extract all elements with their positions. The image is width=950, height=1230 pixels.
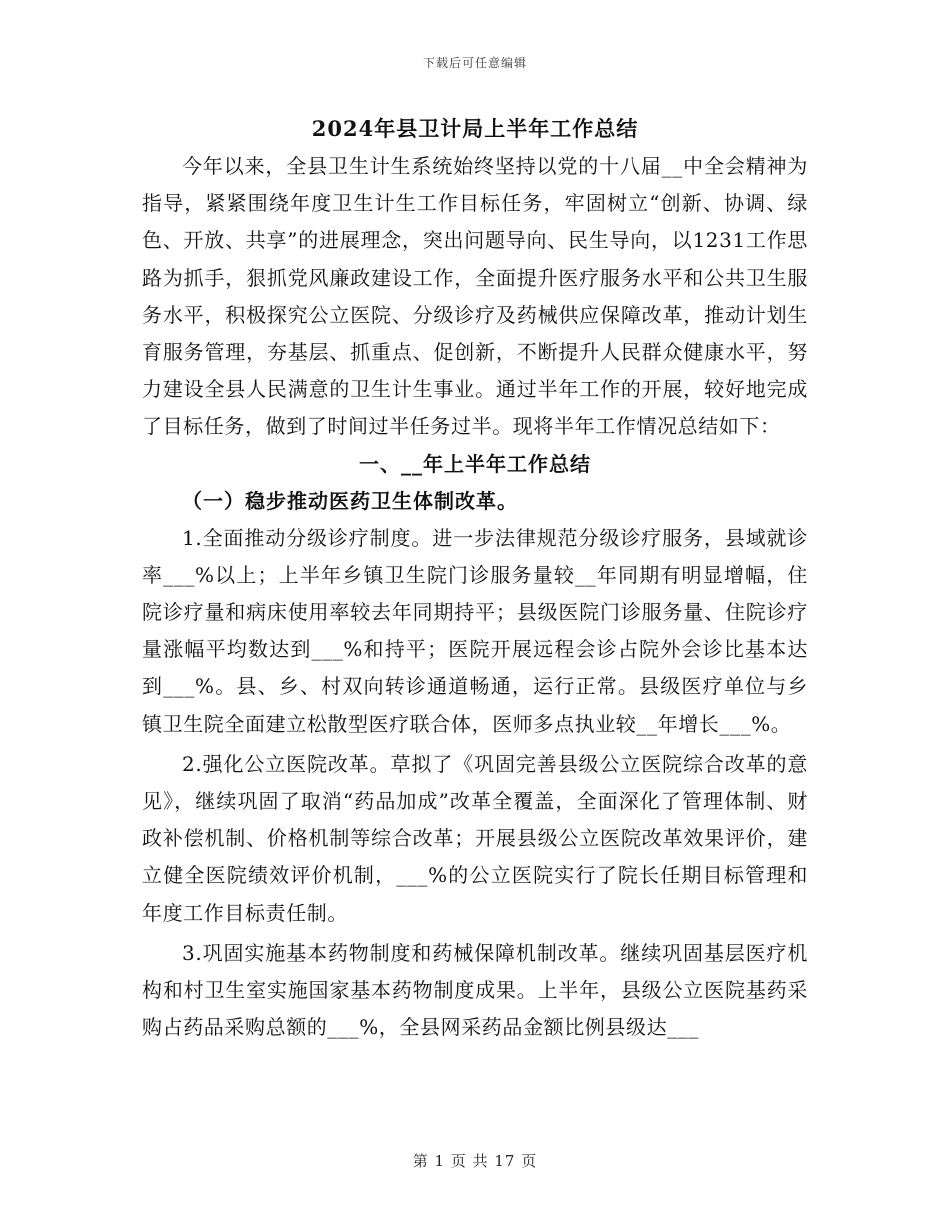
paragraph-2: 2.强化公立医院改革。草拟了《巩固完善县级公立医院综合改革的意见》，继续巩固了取消“药品加成”改革全覆盖，全面深化了管理体制、财政补偿机制、价格机制等综合改革；开展县级公立医院改革效果评价，建立健全医院绩效评价机制，___%的公立医院实行了院长任期目标管理和年度工作目标责任制。 bbox=[142, 751, 808, 925]
page-number: 第 1 页 共 17 页 bbox=[412, 1152, 538, 1170]
document-body bbox=[142, 110, 808, 1046]
paragraph-1: 1.全面推动分级诊疗制度。进一步法律规范分级诊疗服务，县域就诊率___%以上；上半年乡镇卫生院门诊服务量较__年同期有明显增幅，住院诊疗量和病床使用率较去年同期持平；县级医院门诊服务量、住院诊疗量涨幅平均数达到___%和持平；医院开展远程会诊占院外会诊比基本达到___%。县、乡、村双向转诊通道畅通，运行正常。县级医疗单位与乡镇卫生院全面建立松散型医疗联合体，医师多点执业较__年增长___%。 bbox=[142, 525, 808, 736]
paragraph-3: 3.巩固实施基本药物制度和药械保障机制改革。继续巩固基层医疗机构和村卫生室实施国家基本药物制度成果。上半年，县级公立医院基药采购占药品采购总额的___%，全县网采药品金额比例县级达___ bbox=[142, 940, 808, 1040]
intro-paragraph: 今年以来，全县卫生计生系统始终坚持以党的十八届__中全会精神为指导，紧紧围绕年度卫生计生工作目标任务，牢固树立“创新、协调、绿色、开放、共享”的进展理念，突出问题导向、民生导向，以1231工作思路为抓手，狠抓党风廉政建设工作，全面提升医疗服务水平和公共卫生服务水平，积极探究公立医院、分级诊疗及药械供应保障改革，推动计划生育服务管理，夯基层、抓重点、促创新，不断提升人民群众健康水平，努力建设全县人民满意的卫生计生事业。通过半年工作的开展，较好地完成了目标任务，做到了时间过半任务过半。现将半年工作情况总结如下： bbox=[142, 154, 808, 439]
sub-heading: （一）稳步推动医药卫生体制改革。 bbox=[182, 488, 518, 513]
section-heading: 一、__年上半年工作总结 bbox=[359, 451, 591, 476]
document-title: 2024年县卫计局上半年工作总结 bbox=[311, 116, 639, 141]
header-note: 下载后可任意编辑 bbox=[422, 56, 527, 70]
